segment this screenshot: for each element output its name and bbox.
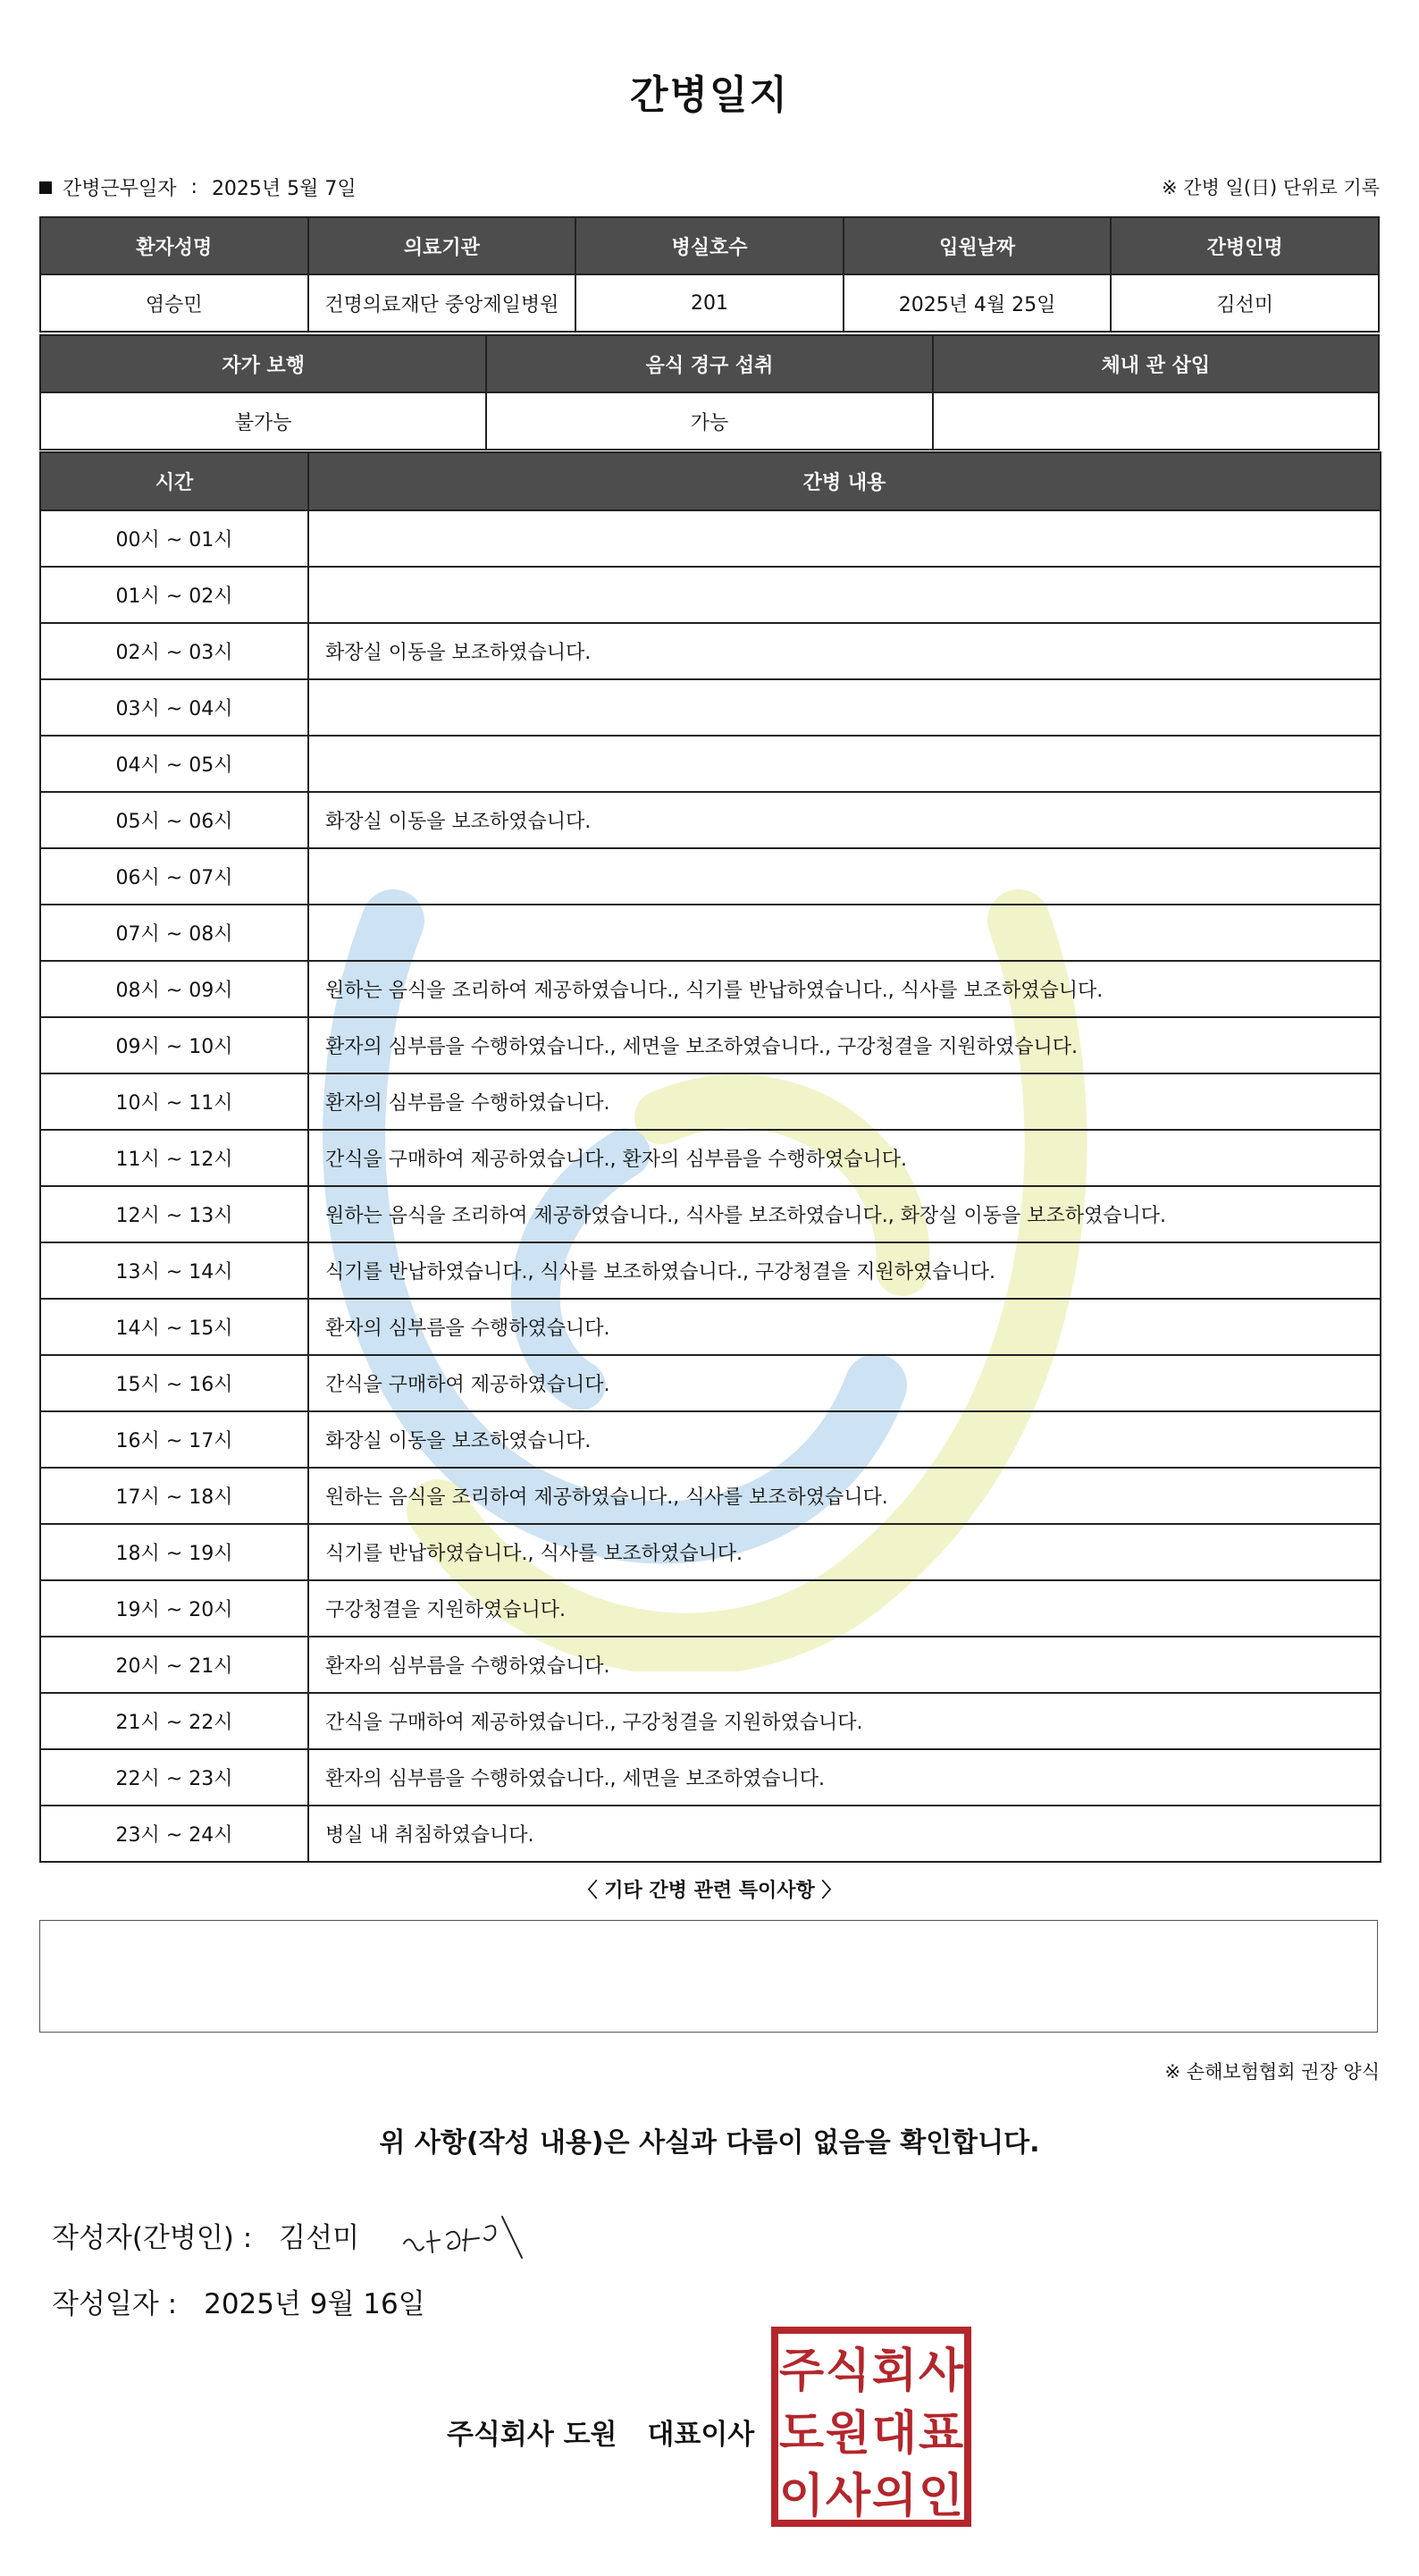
work-date-label: 간병근무일자 [63,178,177,200]
log-row [40,1468,1381,1524]
log-time: 16시 ~ 17시 [40,1411,308,1468]
log-row [40,623,1381,679]
seal-character: 의 [871,2470,918,2523]
log-time: 14시 ~ 15시 [40,1299,308,1355]
log-time: 22시 ~ 23시 [40,1749,308,1806]
log-row [40,1411,1381,1468]
log-content: 간식을 구매하여 제공하였습니다. [308,1355,1381,1411]
log-time: 07시 ~ 08시 [40,905,308,961]
log-row [40,679,1381,736]
log-content [308,736,1381,792]
log-time: 01시 ~ 02시 [40,567,308,623]
log-content: 원하는 음식을 조리하여 제공하였습니다., 식사를 보조하였습니다. [308,1468,1381,1524]
log-time: 02시 ~ 03시 [40,623,308,679]
write-date-line [52,2281,425,2321]
header-tube-insertion: 체내 관 삽입 [933,335,1379,392]
log-time: 08시 ~ 09시 [40,961,308,1017]
log-time: 19시 ~ 20시 [40,1580,308,1637]
log-content: 간식을 구매하여 제공하였습니다., 환자의 심부름을 수행하였습니다. [308,1130,1381,1186]
seal-character: 인 [918,2470,964,2523]
log-row [40,510,1381,567]
log-row [40,1186,1381,1242]
log-row [40,736,1381,792]
log-time: 09시 ~ 10시 [40,1017,308,1073]
log-time: 00시 ~ 01시 [40,510,308,567]
log-content: 원하는 음식을 조리하여 제공하였습니다., 식사를 보조하였습니다., 화장실 이동을 보조하였습니다. [308,1186,1381,1242]
seal-character: 사 [918,2344,964,2398]
log-row [40,1299,1381,1355]
header-hospital: 의료기관 [308,217,576,274]
work-date-line [39,173,357,201]
seal-character: 식 [825,2344,871,2398]
log-content: 구강청결을 지원하였습니다. [308,1580,1381,1637]
work-date-separator: : [190,176,197,198]
seal-character: 회 [871,2344,918,2398]
log-row [40,848,1381,905]
log-time: 11시 ~ 12시 [40,1130,308,1186]
header-oral-intake: 음식 경구 섭취 [486,335,932,392]
log-content: 원하는 음식을 조리하여 제공하였습니다., 식기를 반납하였습니다., 식사를 보조하였습니다. [308,961,1381,1017]
tube-insertion-value [933,392,1379,450]
header-patient-name: 환자성명 [40,217,308,274]
seal-character: 표 [918,2407,964,2461]
work-date-value: 2025년 5월 7일 [211,178,357,200]
company-line [447,2412,754,2452]
log-time: 15시 ~ 16시 [40,1355,308,1411]
seal-character: 도 [778,2407,825,2461]
log-time: 03시 ~ 04시 [40,679,308,736]
log-time: 10시 ~ 11시 [40,1073,308,1130]
header-self-walking: 자가 보행 [40,335,486,392]
log-row [40,792,1381,848]
log-content: 환자의 심부름을 수행하였습니다., 세면을 보조하였습니다. [308,1749,1381,1806]
log-content: 화장실 이동을 보조하였습니다. [308,792,1381,848]
caregiver-name: 김선미 [1111,274,1379,332]
log-time: 17시 ~ 18시 [40,1468,308,1524]
confirmation-statement: 위 사항(작성 내용)은 사실과 다름이 없음을 확인합니다. [379,2127,1040,2159]
header-care-content: 간병 내용 [308,452,1381,510]
log-time: 18시 ~ 19시 [40,1524,308,1580]
log-row [40,905,1381,961]
log-row [40,1017,1381,1073]
log-row [40,1693,1381,1749]
room-number: 201 [575,274,844,332]
log-content: 환자의 심부름을 수행하였습니다. [308,1073,1381,1130]
log-time: 13시 ~ 14시 [40,1242,308,1299]
log-row [40,961,1381,1017]
log-row [40,1355,1381,1411]
log-content: 화장실 이동을 보조하였습니다. [308,623,1381,679]
special-notes-box [39,1920,1378,2033]
writer-line [52,2215,359,2255]
header-room: 병실호수 [575,217,844,274]
log-content [308,679,1381,736]
square-bullet-icon [39,181,52,194]
patient-info-table [39,216,1380,333]
log-content: 식기를 반납하였습니다., 식사를 보조하였습니다., 구강청결을 지원하였습니다. [308,1242,1381,1299]
writer-name: 김선미 [279,2222,360,2254]
company-name: 주식회사 도원 [447,2419,617,2451]
log-row [40,567,1381,623]
log-row [40,1637,1381,1693]
log-content [308,905,1381,961]
log-content: 간식을 구매하여 제공하였습니다., 구강청결을 지원하였습니다. [308,1693,1381,1749]
header-admission-date: 입원날짜 [844,217,1112,274]
seal-character: 대 [871,2407,918,2461]
header-caregiver: 간병인명 [1111,217,1379,274]
log-content: 환자의 심부름을 수행하였습니다. [308,1637,1381,1693]
company-seal-stamp [770,2326,972,2528]
log-row [40,1749,1381,1806]
admission-date: 2025년 4월 25일 [844,274,1112,332]
page-title: 간병일지 [629,72,789,118]
writer-label: 작성자(간병인) : [52,2222,253,2254]
seal-character: 사 [825,2470,871,2523]
hospital-name: 건명의료재단 중앙제일병원 [308,274,576,332]
write-date-value: 2025년 9월 16일 [204,2288,425,2320]
log-time: 20시 ~ 21시 [40,1637,308,1693]
seal-character: 원 [825,2407,871,2461]
log-time: 21시 ~ 22시 [40,1693,308,1749]
log-time: 23시 ~ 24시 [40,1806,308,1862]
log-row [40,1242,1381,1299]
log-row [40,1073,1381,1130]
log-content: 병실 내 취침하였습니다. [308,1806,1381,1862]
log-time: 05시 ~ 06시 [40,792,308,848]
unit-note: ※ 간병 일(日) 단위로 기록 [1162,177,1380,198]
seal-character: 주 [778,2344,825,2398]
log-content: 식기를 반납하였습니다., 식사를 보조하였습니다. [308,1524,1381,1580]
log-row [40,1580,1381,1637]
handwritten-signature [397,2208,540,2270]
form-source-note: ※ 손해보험협회 권장 양식 [1164,2061,1380,2083]
log-time: 06시 ~ 07시 [40,848,308,905]
log-time: 12시 ~ 13시 [40,1186,308,1242]
notes-title: 〈 기타 간병 관련 특이사항 〉 [577,1880,842,1902]
care-log-table [39,451,1381,1863]
oral-intake-value: 가능 [486,392,932,450]
log-content [308,510,1381,567]
log-row [40,1130,1381,1186]
company-title: 대표이사 [647,2419,755,2451]
log-content: 환자의 심부름을 수행하였습니다. [308,1299,1381,1355]
self-walking-value: 불가능 [40,392,486,450]
log-row [40,1524,1381,1580]
log-content: 화장실 이동을 보조하였습니다. [308,1411,1381,1468]
patient-status-table [39,334,1380,450]
log-content [308,567,1381,623]
patient-name: 염승민 [40,274,308,332]
log-row [40,1806,1381,1862]
log-content [308,848,1381,905]
log-content: 환자의 심부름을 수행하였습니다., 세면을 보조하였습니다., 구강청결을 지원하였습니다. [308,1017,1381,1073]
seal-character: 이 [778,2470,825,2523]
header-time: 시간 [40,452,308,510]
write-date-label: 작성일자 : [52,2288,178,2320]
log-time: 04시 ~ 05시 [40,736,308,792]
